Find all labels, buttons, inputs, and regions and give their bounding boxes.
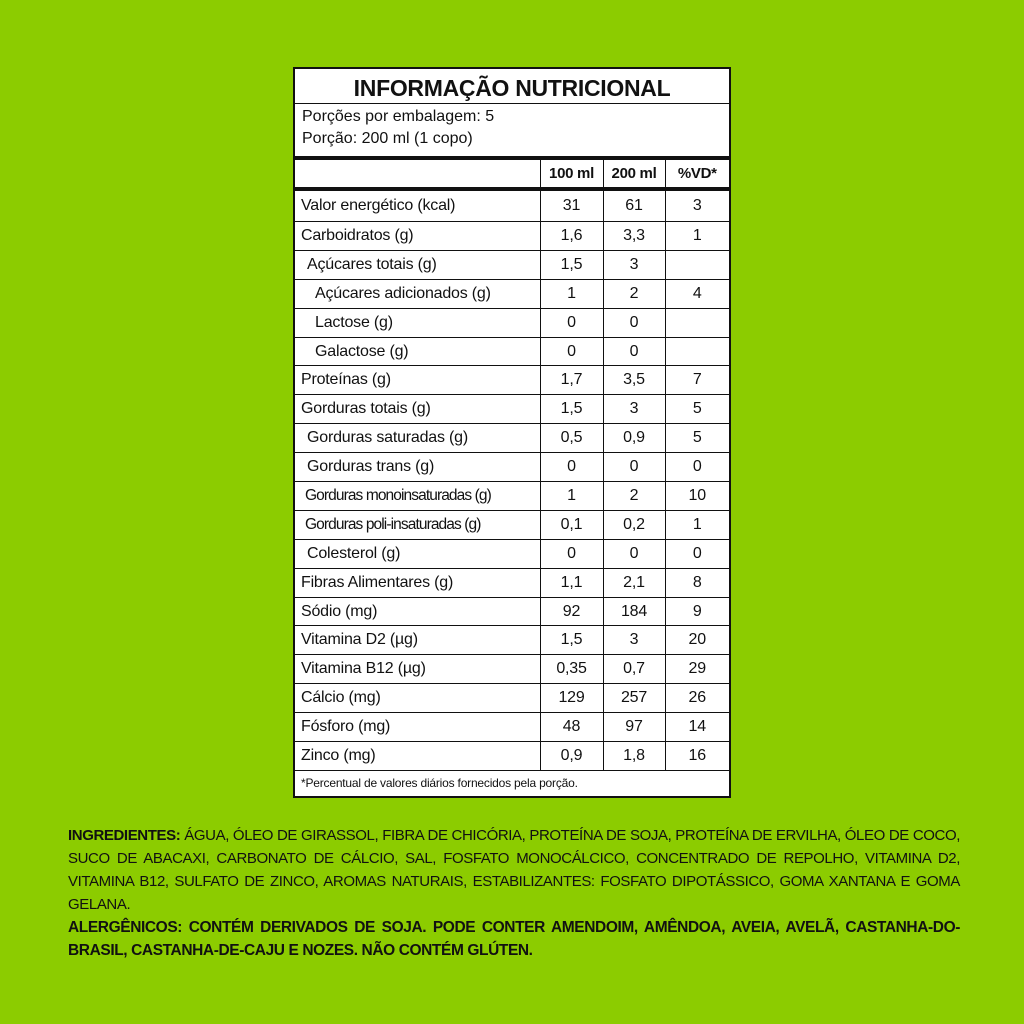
nutrient-name: Gorduras monoinsaturadas (g) [295,482,540,511]
nutrient-name: Vitamina B12 (µg) [295,655,540,684]
nutrient-name: Gorduras poli-insaturadas (g) [295,510,540,539]
nutrient-name: Valor energético (kcal) [295,189,540,222]
nutrient-name: Lactose (g) [295,308,540,337]
nutrient-name: Colesterol (g) [295,539,540,568]
value-200ml: 61 [603,189,665,222]
ingredients-block [68,824,960,962]
nutrient-name: Galactose (g) [295,337,540,366]
value-200ml: 257 [603,684,665,713]
value-vd: 8 [665,568,729,597]
value-100ml: 0,5 [540,424,603,453]
servings-per-package: Porções por embalagem: 5 [302,108,495,125]
value-100ml: 1 [540,482,603,511]
value-200ml: 3 [603,395,665,424]
value-vd: 14 [665,713,729,742]
value-vd: 10 [665,482,729,511]
value-vd [665,308,729,337]
table-row [295,539,729,568]
table-row [295,684,729,713]
nutrient-name: Sódio (mg) [295,597,540,626]
value-200ml: 0 [603,308,665,337]
value-100ml: 0 [540,539,603,568]
portion-info [295,104,729,160]
table-row [295,337,729,366]
table-row [295,308,729,337]
value-200ml: 2 [603,482,665,511]
nutrient-name: Cálcio (mg) [295,684,540,713]
value-100ml: 1,1 [540,568,603,597]
nutrient-name: Açúcares totais (g) [295,250,540,279]
value-200ml: 0 [603,539,665,568]
value-200ml: 97 [603,713,665,742]
value-200ml: 0 [603,453,665,482]
table-row [295,424,729,453]
value-vd: 1 [665,222,729,251]
value-vd: 1 [665,510,729,539]
table-row [295,655,729,684]
value-vd: 20 [665,626,729,655]
value-200ml: 0 [603,337,665,366]
table-row [295,366,729,395]
value-vd: 5 [665,395,729,424]
nutrient-name: Fósforo (mg) [295,713,540,742]
value-vd: 3 [665,189,729,222]
value-100ml: 0,1 [540,510,603,539]
ingredients-paragraph [68,824,960,916]
value-100ml: 0,9 [540,742,603,771]
value-200ml: 184 [603,597,665,626]
value-100ml: 1,6 [540,222,603,251]
value-100ml: 0 [540,453,603,482]
value-200ml: 3,5 [603,366,665,395]
nutrition-table [295,160,729,771]
nutrient-name: Carboidratos (g) [295,222,540,251]
value-200ml: 0,9 [603,424,665,453]
header-blank [295,160,540,189]
value-100ml: 92 [540,597,603,626]
value-100ml: 1,5 [540,250,603,279]
value-100ml: 0 [540,308,603,337]
allergens-statement: ALERGÊNICOS: CONTÉM DERIVADOS DE SOJA. PODE CONTER AMENDOIM, AMÊNDOA, AVEIA, AVELÃ, CASTANHA-DO-BRASIL, CASTANHA-DE-CAJU E NOZES. NÃO CONTÉM GLÚTEN. [68,919,960,959]
value-200ml: 3 [603,626,665,655]
value-vd: 4 [665,279,729,308]
nutrient-name: Vitamina D2 (µg) [295,626,540,655]
table-row [295,222,729,251]
value-200ml: 3,3 [603,222,665,251]
nutrient-name: Gorduras totais (g) [295,395,540,424]
value-100ml: 0,35 [540,655,603,684]
value-200ml: 3 [603,250,665,279]
value-vd: 29 [665,655,729,684]
value-100ml: 48 [540,713,603,742]
header-vd: %VD* [665,160,729,189]
nutrient-name: Zinco (mg) [295,742,540,771]
value-vd: 16 [665,742,729,771]
table-row [295,742,729,771]
table-row [295,510,729,539]
value-100ml: 1 [540,279,603,308]
nutrition-facts-label [293,67,731,798]
value-100ml: 1,5 [540,626,603,655]
table-row [295,713,729,742]
value-vd: 9 [665,597,729,626]
nutrient-name: Proteínas (g) [295,366,540,395]
value-100ml: 0 [540,337,603,366]
nutrient-name: Açúcares adicionados (g) [295,279,540,308]
header-200ml: 200 ml [603,160,665,189]
table-row [295,597,729,626]
table-row [295,250,729,279]
table-row [295,279,729,308]
table-header-row [295,160,729,189]
table-row [295,626,729,655]
value-100ml: 31 [540,189,603,222]
value-vd [665,250,729,279]
value-vd: 0 [665,539,729,568]
header-100ml: 100 ml [540,160,603,189]
value-vd: 5 [665,424,729,453]
value-vd: 26 [665,684,729,713]
ingredients-text: ÁGUA, ÓLEO DE GIRASSOL, FIBRA DE CHICÓRIA, PROTEÍNA DE SOJA, PROTEÍNA DE ERVILHA, ÓLEO DE COCO, SUCO DE ABACAXI, CARBONATO DE CÁLCIO, SAL, FOSFATO MONOCÁLCICO, CONCENTRADO DE REPOLHO, VITAMINA D2, VITAMINA B12, SULFATO DE ZINCO, AROMAS NATURAIS, ESTABILIZANTES: FOSFATO DIPOTÁSSICO, GOMA XANTANA E GOMA GELANA. [68,827,960,913]
table-row [295,453,729,482]
nutrient-name: Gorduras trans (g) [295,453,540,482]
value-200ml: 1,8 [603,742,665,771]
value-100ml: 1,7 [540,366,603,395]
ingredients-heading: INGREDIENTES: [68,827,181,844]
vd-footnote: *Percentual de valores diários fornecidos pela porção. [301,775,578,790]
table-row [295,568,729,597]
value-200ml: 0,2 [603,510,665,539]
serving-size: Porção: 200 ml (1 copo) [302,130,473,147]
nutrient-name: Gorduras saturadas (g) [295,424,540,453]
value-200ml: 0,7 [603,655,665,684]
table-row [295,189,729,222]
value-200ml: 2,1 [603,568,665,597]
label-title: INFORMAÇÃO NUTRICIONAL [295,69,729,104]
table-row [295,395,729,424]
value-100ml: 1,5 [540,395,603,424]
value-vd: 7 [665,366,729,395]
value-vd [665,337,729,366]
value-100ml: 129 [540,684,603,713]
value-200ml: 2 [603,279,665,308]
value-vd: 0 [665,453,729,482]
nutrient-name: Fibras Alimentares (g) [295,568,540,597]
table-row [295,482,729,511]
